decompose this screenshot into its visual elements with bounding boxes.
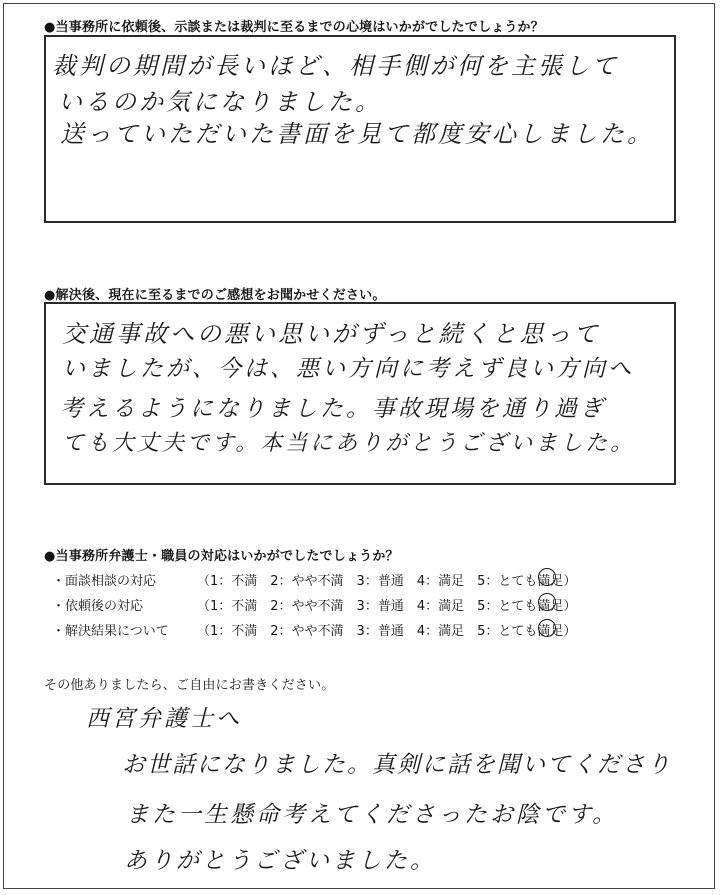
selected-5-circle [538,619,556,637]
rating-row-after-request [52,595,576,614]
rating-scale: （1：不満 2：やや不満 3：普通 4：満足 5：とても満足） [197,574,577,589]
answer-2-line-4: ても大丈夫です。本当にありがとうございました。 [62,431,636,456]
answer-2-line-3: 考えるようになりました。事故現場を通り過ぎ [60,396,606,422]
answer-1-line-3: 送っていただいた書面を見て都度安心しました。 [60,120,654,148]
rating-label: ・依頼後の対応 [52,599,144,614]
answer-4-line-4: ありがとうございました。 [124,848,436,874]
selected-5-circle [538,593,556,611]
rating-label: ・面談相談の対応 [52,574,157,589]
rating-scale: （1：不満 2：やや不満 3：普通 4：満足 5：とても満足） [197,599,577,614]
answer-1-line-1: 裁判の期間が長いほど、相手側が何を主張して [52,52,619,80]
answer-4-line-1: 西宮弁護士へ [86,706,242,732]
rating-row-consultation [52,570,576,589]
question-4: その他ありましたら、ご自由にお書きください。 [44,678,335,693]
rating-row-result [52,620,576,639]
answer-2-line-2: いましたが、今は、悪い方向に考えず良い方向へ [62,356,634,382]
answer-1-line-2: いるのか気になりました。 [58,88,382,116]
selected-5-circle [538,568,556,586]
rating-scale: （1：不満 2：やや不満 3：普通 4：満足 5：とても満足） [197,624,577,639]
answer-2-line-1: 交通事故への悪い思いがずっと続くと思って [62,320,601,348]
question-2: ●解決後、現在に至るまでのご感想をお聞かせください。 [44,288,386,303]
answer-4-line-3: また一生懸命考えてくださったお陰です。 [126,802,619,828]
question-3: ●当事務所弁護士・職員の対応はいかがでしたでしょうか？ [44,549,399,564]
rating-label: ・解決結果について [52,624,169,639]
question-1: ●当事務所に依頼後、示談または裁判に至るまでの心境はいかがでしたでしょうか？ [44,20,544,35]
answer-4-line-2: お世話になりました。真剣に話を聞いてくださり [122,752,672,778]
